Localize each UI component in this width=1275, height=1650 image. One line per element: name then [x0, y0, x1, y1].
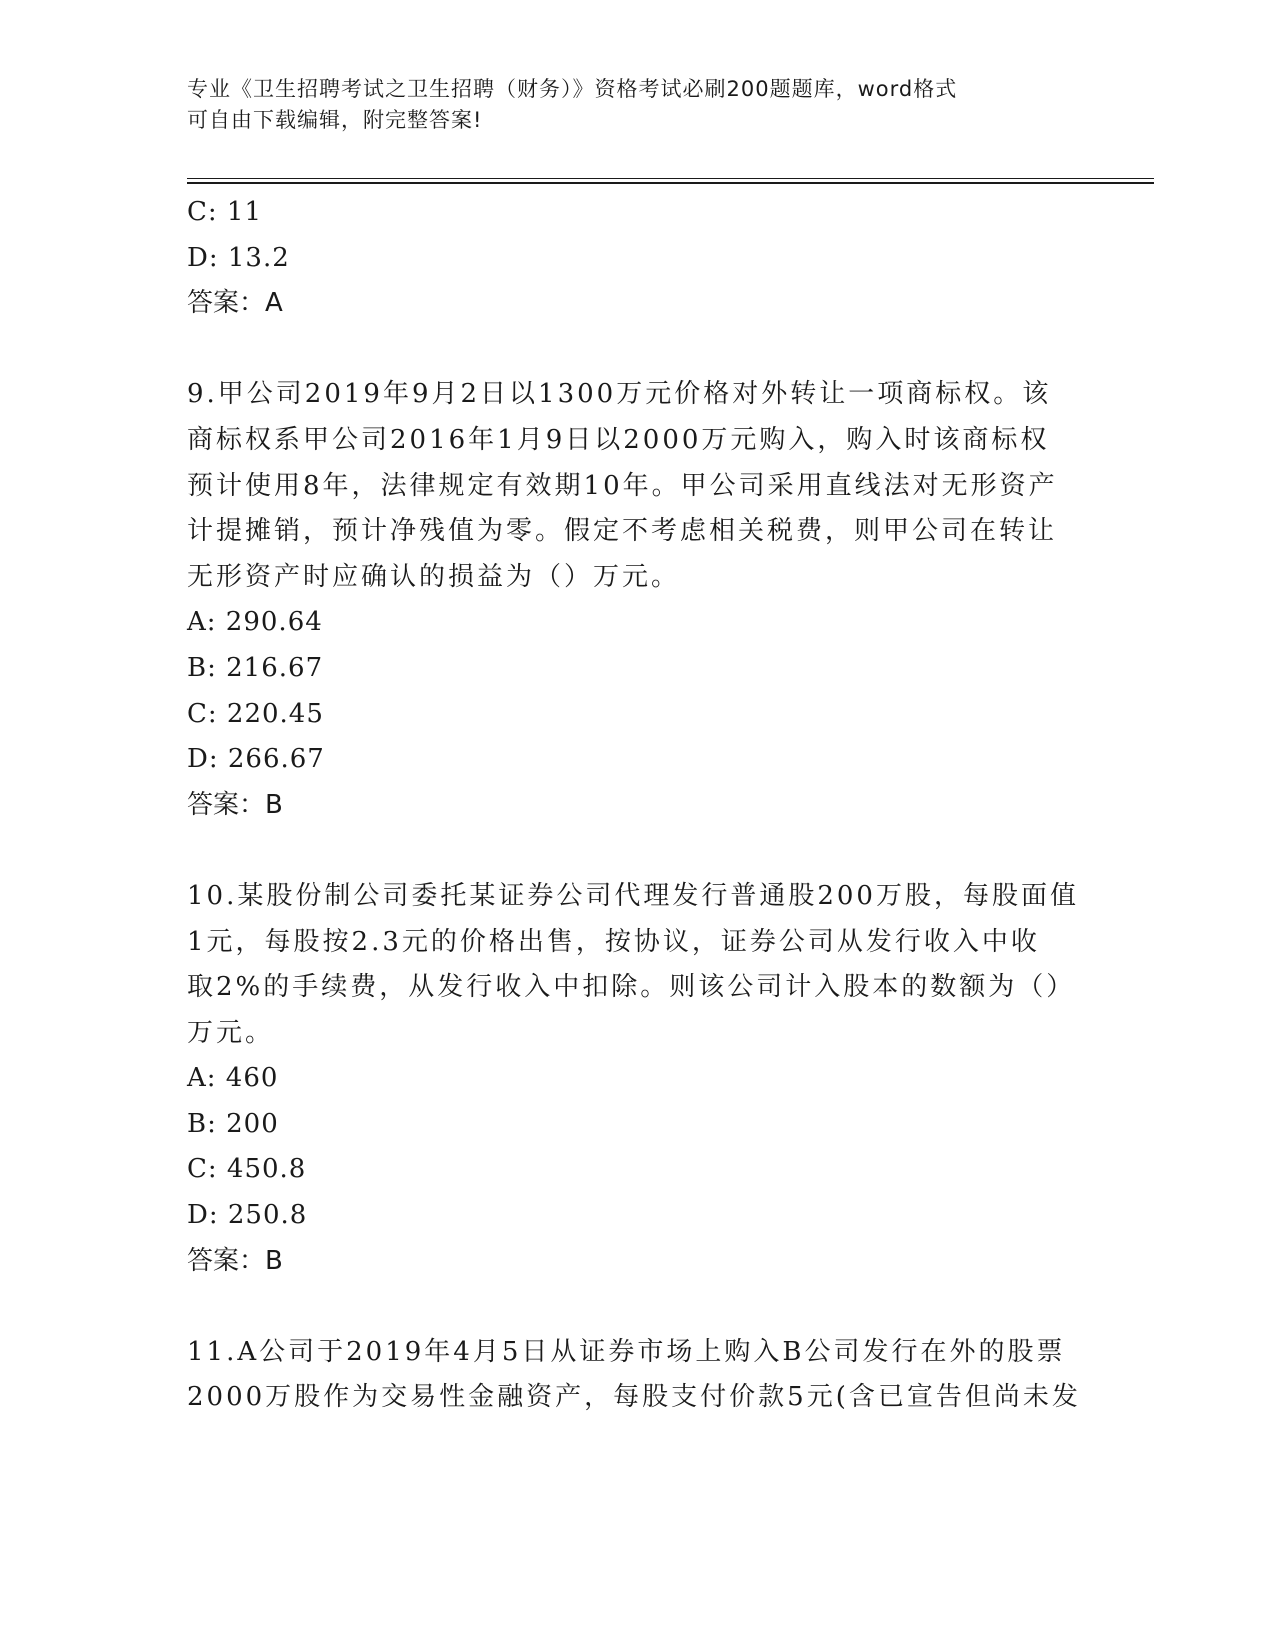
- q10-text-line: 1元，每股按2.3元的价格出售，按协议，证券公司从发行收入中收: [187, 926, 1040, 957]
- header-title-line-1: 专业《卫生招聘考试之卫生招聘（财务）》资格考试必刷200题题库，word格式: [187, 77, 958, 101]
- q10-text-line: 取2%的手续费，从发行收入中扣除。则该公司计入股本的数额为（）: [187, 972, 1076, 1003]
- q10-answer: 答案：B: [187, 1245, 283, 1276]
- q9-text-line: 商标权系甲公司2016年1月9日以2000万元购入，购入时该商标权: [187, 424, 1050, 455]
- q9-text-line: 9.甲公司2019年9月2日以1300万元价格对外转让一项商标权。该: [187, 379, 1052, 410]
- q9-option-b: B: 216.67: [187, 652, 324, 683]
- q9-option-d: D: 266.67: [187, 744, 325, 775]
- q10-option-d: D: 250.8: [187, 1200, 308, 1231]
- prev-option-c: C: 11: [187, 197, 263, 227]
- prev-option-d: D: 13.2: [187, 242, 290, 273]
- q10-option-a: A: 460: [187, 1063, 279, 1094]
- spacer: [187, 327, 1107, 373]
- q9-option-a: A: 290.64: [187, 607, 323, 638]
- q11-text-line: 11.A公司于2019年4月5日从证券市场上购入B公司发行在外的股票: [187, 1336, 1066, 1367]
- q9-text-line: 无形资产时应确认的损益为（）万元。: [187, 561, 681, 592]
- q9-answer: 答案：B: [187, 789, 283, 820]
- prev-answer: 答案：A: [187, 288, 283, 319]
- q10-text-line: 万元。: [187, 1017, 275, 1048]
- page-header: [187, 74, 1087, 136]
- header-title-line-2: 可自由下载编辑，附完整答案!: [187, 108, 483, 132]
- q9-text-line: 预计使用8年，法律规定有效期10年。甲公司采用直线法对无形资产: [187, 470, 1058, 501]
- q9-option-c: C: 220.45: [187, 698, 324, 729]
- spacer: [187, 828, 1107, 874]
- header-divider-thick: [187, 182, 1154, 184]
- q10-text-line: 10.某股份制公司委托某证券公司代理发行普通股200万股，每股面值: [187, 880, 1079, 911]
- q10-option-b: B: 200: [187, 1108, 279, 1139]
- spacer: [187, 1284, 1107, 1330]
- q10-option-c: C: 450.8: [187, 1154, 307, 1185]
- header-divider-thin: [187, 178, 1154, 179]
- q9-text-line: 计提摊销，预计净残值为零。假定不考虑相关税费，则甲公司在转让: [187, 516, 1058, 547]
- question-content: [187, 190, 1107, 1421]
- q11-text-line: 2000万股作为交易性金融资产，每股支付价款5元(含已宣告但尚未发: [187, 1382, 1081, 1413]
